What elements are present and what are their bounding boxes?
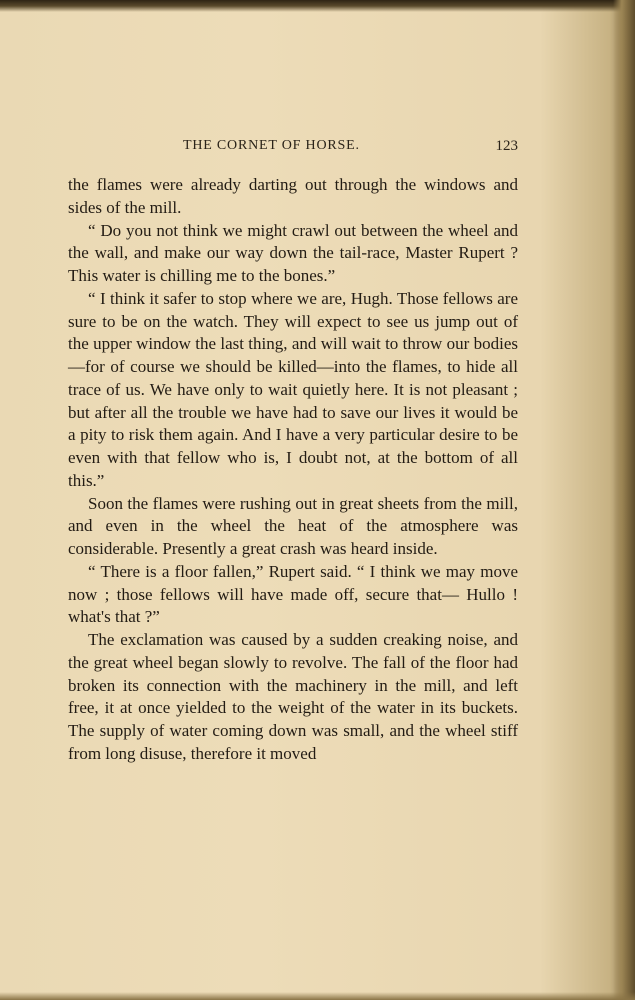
paragraph: “ Do you not think we might crawl out between the wheel and the wall, and make our way down the tail-race, Master Rupert ? This water is chilling me to the bones.” — [68, 220, 518, 285]
page-bottom-shadow — [0, 992, 635, 1000]
page-top-shadow — [0, 0, 635, 12]
paragraph: the flames were already darting out through the windows and sides of the mill. — [68, 175, 518, 217]
paragraph: “ I think it safer to stop where we are, Hugh. Those fellows are sure to be on the watch. They will expect to see us jump out of the upper window the last thing, and will wait to throw our bodies—for of course we should be killed—into the flames, to hide all trace of us. We have only to wait quietly here. It is not pleasant ; but after all the trouble we have had to save our lives it would be a pity to risk them again. And I have a very particular desire to be even with that fellow who is, I doubt not, at the bottom of all this.” — [68, 288, 518, 490]
page-header — [68, 138, 518, 158]
page-number: 123 — [495, 138, 518, 154]
body-text — [68, 174, 518, 766]
paragraph: The exclamation was caused by a sudden creaking noise, and the great wheel began slowly to revolve. The fall of the floor had broken its connection with the machinery in the mill, and left free, it at once yielded to the weight of the water in its buckets. The supply of water coming down was small, and the wheel stiff from long disuse, therefore it moved — [68, 630, 518, 763]
running-title: THE CORNET OF HORSE. — [183, 138, 360, 153]
paragraph: Soon the flames were rushing out in great sheets from the mill, and even in the wheel the heat of the atmosphere was considerable. Presently a great crash was heard inside. — [68, 493, 518, 558]
page-gutter-shadow — [613, 0, 635, 1000]
paragraph: “ There is a floor fallen,” Rupert said. “ I think we may move now ; those fellows will have made off, secure that— Hullo ! what's that ?” — [68, 561, 518, 627]
